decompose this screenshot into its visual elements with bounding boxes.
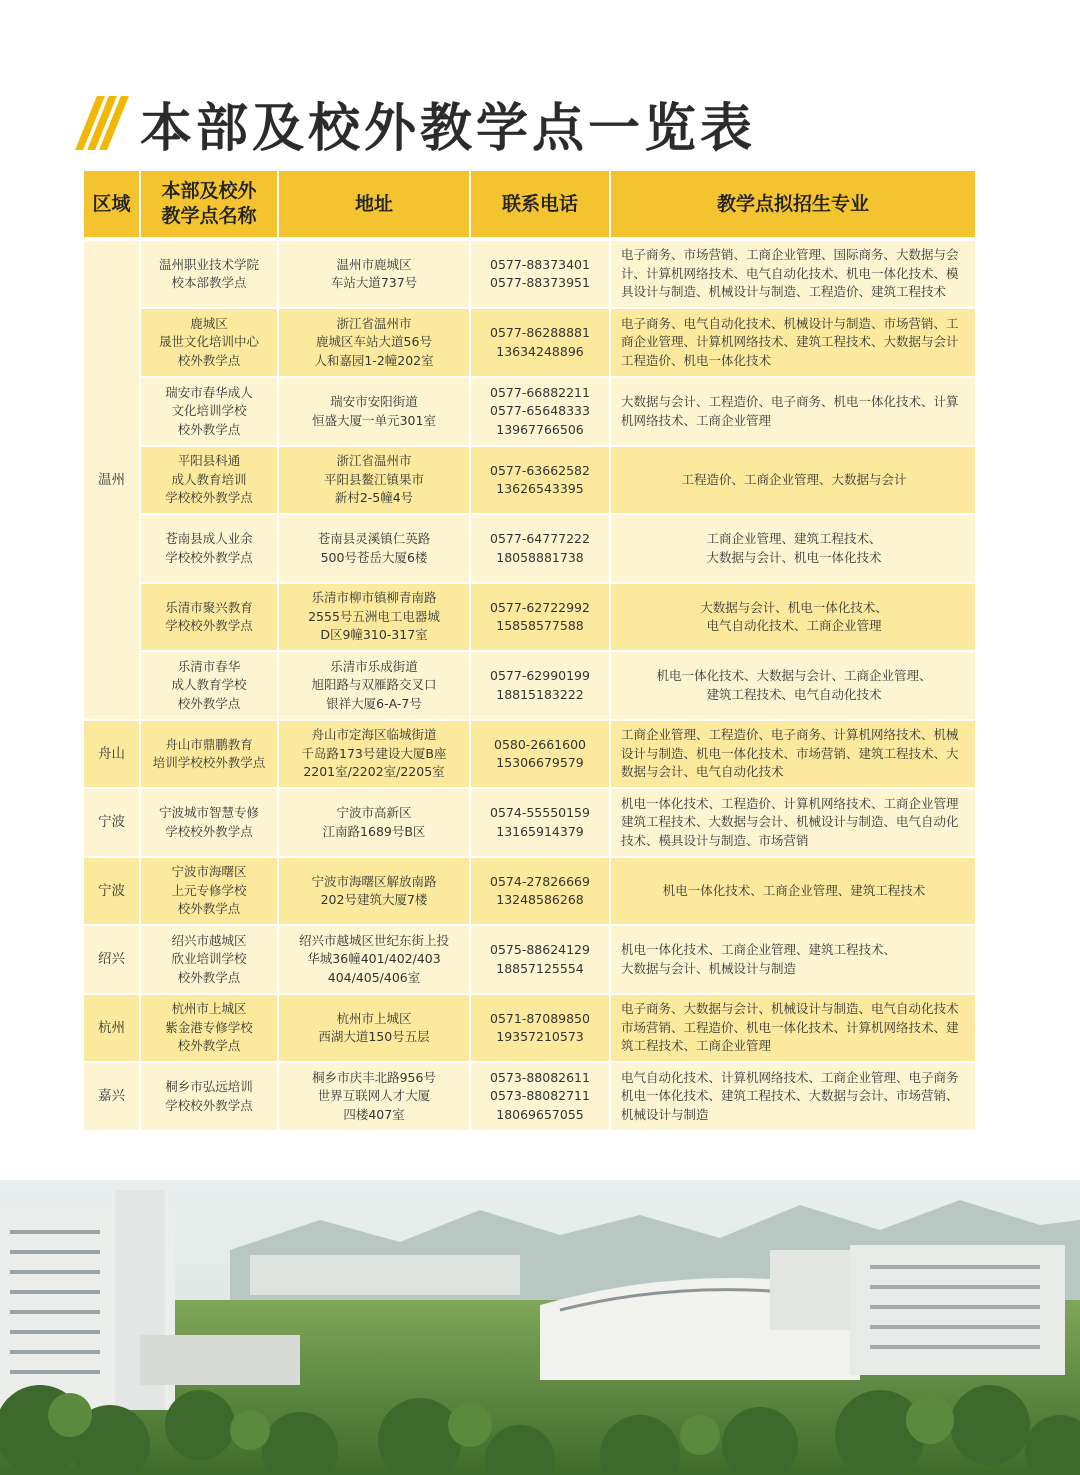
- table-row: [84, 651, 975, 720]
- majors-cell: 机电一体化技术、工商企业管理、建筑工程技术: [610, 857, 975, 925]
- table-row: [84, 994, 975, 1062]
- phone-cell: 0577-64777222 18058881738: [470, 514, 610, 583]
- phone-cell: 0577-62722992 15858577588: [470, 583, 610, 651]
- name-cell: 平阳县科通 成人教育培训 学校校外教学点: [140, 446, 278, 514]
- table-row: [84, 446, 975, 514]
- title-block: [86, 88, 756, 158]
- majors-cell: 电子商务、市场营销、工商企业管理、国际商务、大数据与会计、计算机网络技术、电气自动化技术、机电一体化技术、模具设计与制造、机械设计与制造、工程造价、建筑工程技术: [610, 239, 975, 308]
- address-cell: 温州市鹿城区 车站大道737号: [278, 239, 470, 308]
- address-cell: 瑞安市安阳街道 恒盛大厦一单元301室: [278, 377, 470, 446]
- address-cell: 宁波市高新区 江南路1689号B区: [278, 788, 470, 857]
- address-cell: 乐清市柳市镇柳青南路 2555号五洲电工电器城 D区9幢310-317室: [278, 583, 470, 651]
- table-header-row: [84, 171, 975, 239]
- majors-cell: 电子商务、电气自动化技术、机械设计与制造、市场营销、工商企业管理、计算机网络技术、建筑工程技术、大数据与会计工程造价、机电一体化技术: [610, 308, 975, 377]
- address-cell: 绍兴市越城区世纪东街上投 华城36幢401/402/403 404/405/406室: [278, 925, 470, 994]
- name-cell: 杭州市上城区 紫金港专修学校 校外教学点: [140, 994, 278, 1062]
- name-cell: 绍兴市越城区 欣业培训学校 校外教学点: [140, 925, 278, 994]
- name-cell: 桐乡市弘远培训 学校校外教学点: [140, 1062, 278, 1131]
- page-title: 本部及校外教学点一览表: [140, 98, 757, 159]
- header-majors: 教学点拟招生专业: [610, 171, 975, 239]
- phone-cell: 0574-27826669 13248586268: [470, 857, 610, 925]
- region-cell: 绍兴: [84, 925, 140, 994]
- phone-cell: 0571-87089850 19357210573: [470, 994, 610, 1062]
- table-row: [84, 514, 975, 583]
- phone-cell: 0577-66882211 0577-65648333 13967766506: [470, 377, 610, 446]
- majors-cell: 工商企业管理、建筑工程技术、 大数据与会计、机电一体化技术: [610, 514, 975, 583]
- name-cell: 宁波市海曙区 上元专修学校 校外教学点: [140, 857, 278, 925]
- name-cell: 乐清市春华 成人教育学校 校外教学点: [140, 651, 278, 720]
- phone-cell: 0577-86288881 13634248896: [470, 308, 610, 377]
- header-phone: 联系电话: [470, 171, 610, 239]
- address-cell: 浙江省温州市 平阳县鳌江镇果市 新村2-5幢4号: [278, 446, 470, 514]
- name-cell: 鹿城区 晟世文化培训中心 校外教学点: [140, 308, 278, 377]
- phone-cell: 0577-88373401 0577-88373951: [470, 239, 610, 308]
- phone-cell: 0573-88082611 0573-88082711 18069657055: [470, 1062, 610, 1131]
- majors-cell: 大数据与会计、工程造价、电子商务、机电一体化技术、计算机网络技术、工商企业管理: [610, 377, 975, 446]
- phone-cell: 0580-2661600 15306679579: [470, 720, 610, 788]
- distant-buildings: [250, 1255, 520, 1295]
- right-building-1: [770, 1250, 860, 1330]
- title-slash-decoration: [86, 96, 118, 150]
- table-row: [84, 583, 975, 651]
- name-cell: 乐清市聚兴教育 学校校外教学点: [140, 583, 278, 651]
- right-building-2: [850, 1245, 1065, 1375]
- name-cell: 温州职业技术学院 校本部教学点: [140, 239, 278, 308]
- majors-cell: 电气自动化技术、计算机网络技术、工商企业管理、电子商务机电一体化技术、建筑工程技术、大数据与会计、市场营销、机械设计与制造: [610, 1062, 975, 1131]
- table-row: [84, 377, 975, 446]
- majors-cell: 工商企业管理、工程造价、电子商务、计算机网络技术、机械设计与制造、机电一体化技术、市场营销、建筑工程技术、大数据与会计、电气自动化技术: [610, 720, 975, 788]
- phone-cell: 0577-62990199 18815183222: [470, 651, 610, 720]
- region-cell: 舟山: [84, 720, 140, 788]
- majors-cell: 电子商务、大数据与会计、机械设计与制造、电气自动化技术市场营销、工程造价、机电一体化技术、计算机网络技术、建筑工程技术、工商企业管理: [610, 994, 975, 1062]
- teaching-points-table: [84, 171, 975, 1132]
- address-cell: 浙江省温州市 鹿城区车站大道56号 人和嘉园1-2幢202室: [278, 308, 470, 377]
- table-row: [84, 925, 975, 994]
- address-cell: 苍南县灵溪镇仁英路 500号苍岳大厦6楼: [278, 514, 470, 583]
- table-row: [84, 308, 975, 377]
- header-name: 本部及校外 教学点名称: [140, 171, 278, 239]
- region-cell: 宁波: [84, 788, 140, 857]
- table-row: [84, 857, 975, 925]
- table-row: [84, 239, 975, 308]
- table-row: [84, 788, 975, 857]
- address-cell: 乐清市乐成街道 旭阳路与双雁路交叉口 银祥大厦6-A-7号: [278, 651, 470, 720]
- majors-cell: 工程造价、工商企业管理、大数据与会计: [610, 446, 975, 514]
- phone-cell: 0575-88624129 18857125554: [470, 925, 610, 994]
- phone-cell: 0574-55550159 13165914379: [470, 788, 610, 857]
- region-cell: 温州: [84, 239, 140, 720]
- header-region: 区域: [84, 171, 140, 239]
- majors-cell: 大数据与会计、机电一体化技术、 电气自动化技术、工商企业管理: [610, 583, 975, 651]
- phone-cell: 0577-63662582 13626543395: [470, 446, 610, 514]
- campus-photo: [0, 1180, 1080, 1475]
- majors-cell: 机电一体化技术、工程造价、计算机网络技术、工商企业管理建筑工程技术、大数据与会计、机械设计与制造、电气自动化技术、模具设计与制造、市场营销: [610, 788, 975, 857]
- low-building: [140, 1335, 300, 1385]
- table-row: [84, 720, 975, 788]
- address-cell: 桐乡市庆丰北路956号 世界互联网人才大厦 四楼407室: [278, 1062, 470, 1131]
- majors-cell: 机电一体化技术、工商企业管理、建筑工程技术、 大数据与会计、机械设计与制造: [610, 925, 975, 994]
- region-cell: 宁波: [84, 857, 140, 925]
- table-row: [84, 1062, 975, 1131]
- header-address: 地址: [278, 171, 470, 239]
- name-cell: 舟山市鼎鹏教育 培训学校校外教学点: [140, 720, 278, 788]
- address-cell: 宁波市海曙区解放南路 202号建筑大厦7楼: [278, 857, 470, 925]
- region-cell: 杭州: [84, 994, 140, 1062]
- region-cell: 嘉兴: [84, 1062, 140, 1131]
- address-cell: 杭州市上城区 西湖大道150号五层: [278, 994, 470, 1062]
- name-cell: 瑞安市春华成人 文化培训学校 校外教学点: [140, 377, 278, 446]
- majors-cell: 机电一体化技术、大数据与会计、工商企业管理、 建筑工程技术、电气自动化技术: [610, 651, 975, 720]
- name-cell: 宁波城市智慧专修 学校校外教学点: [140, 788, 278, 857]
- address-cell: 舟山市定海区临城街道 千岛路173号建设大厦B座 2201室/2202室/2205室: [278, 720, 470, 788]
- name-cell: 苍南县成人业余 学校校外教学点: [140, 514, 278, 583]
